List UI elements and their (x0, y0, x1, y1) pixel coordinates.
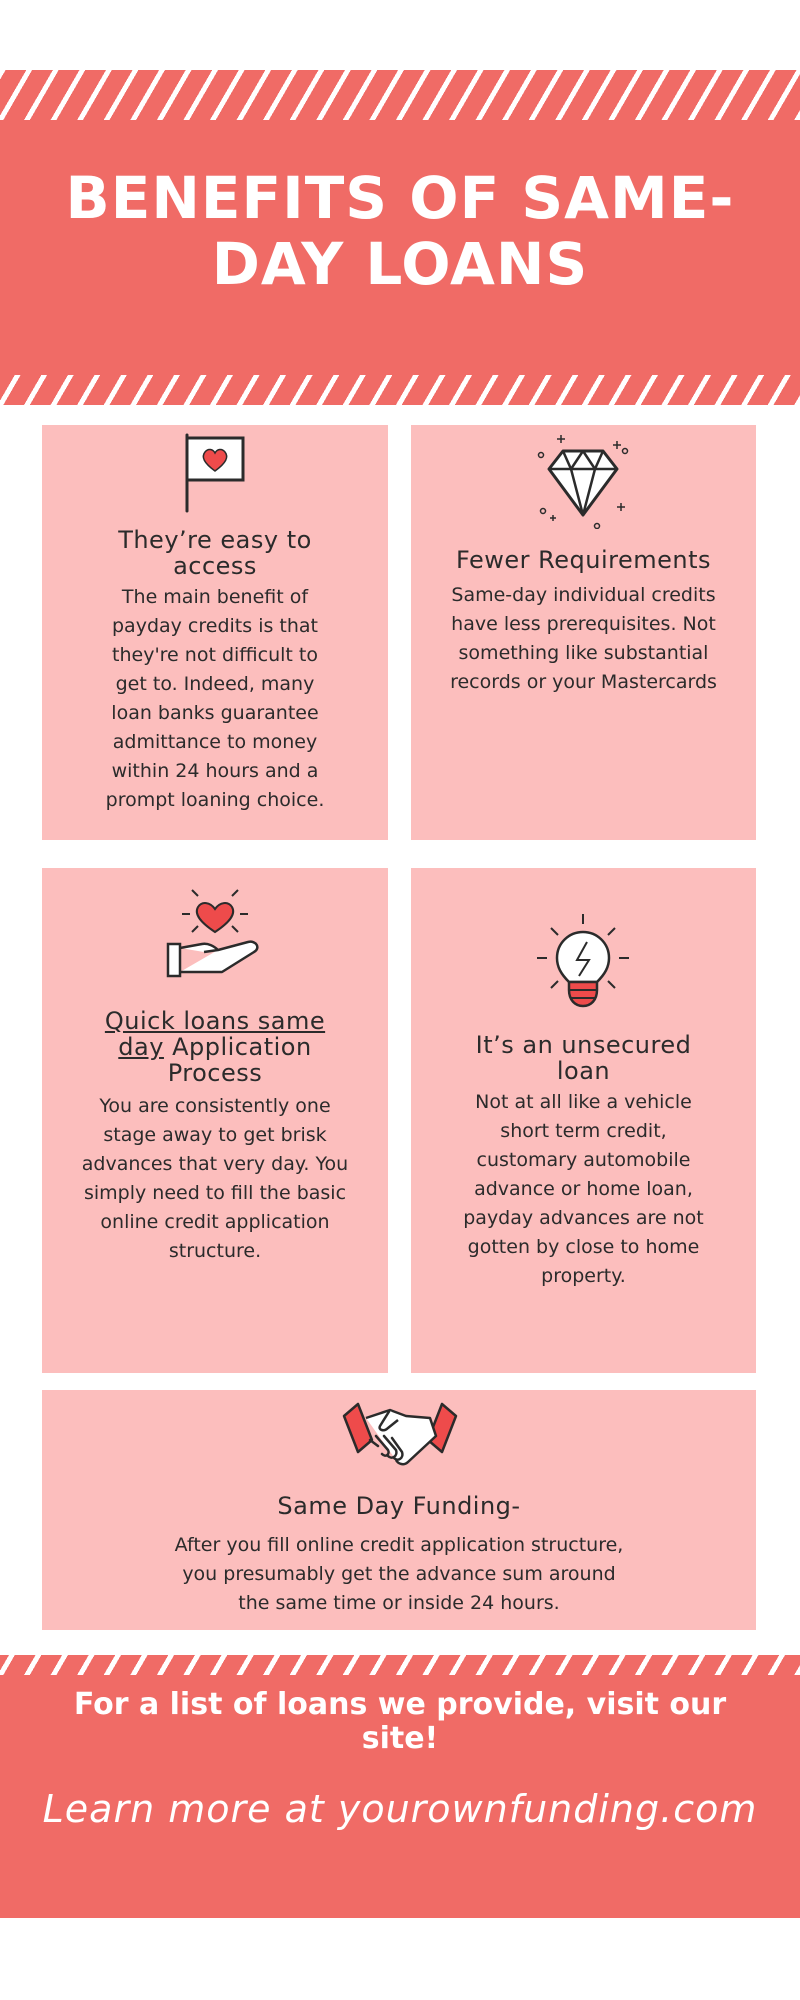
handshake-icon (342, 1396, 458, 1480)
card-title: Same Day Funding- (277, 1492, 521, 1520)
card-title: It’s an unsecured loan (475, 1031, 692, 1085)
card-title (90, 1008, 340, 1086)
card-body: You are consistently one stage away to get brisk advances that very day. You simply need to fill the basic online credit application structure. (81, 1095, 349, 1262)
header-stripes-bottom (0, 375, 800, 405)
card-fewer-requirements (411, 425, 756, 840)
quick-loans-link[interactable]: Quick loans same day (104, 1007, 326, 1061)
page-title: BENEFITS OF SAME-DAY LOANS (65, 164, 735, 298)
footer-stripes (0, 1655, 800, 1675)
card-title: They’re easy to access (118, 526, 312, 580)
card-unsecured-loan (411, 868, 756, 1373)
lightbulb-icon (533, 912, 633, 1016)
card-body: After you fill online credit application structure, you presumably get the advance sum around the same time or inside 24 hours. (174, 1534, 624, 1614)
hand-heart-icon (162, 882, 268, 986)
diamond-icon (533, 429, 633, 533)
card-title-rest: Application Process (163, 1033, 312, 1087)
flag-heart-icon (182, 433, 248, 517)
card-title: Fewer Requirements (456, 546, 711, 574)
card-same-day-funding (42, 1390, 756, 1630)
card-easy-access (42, 425, 388, 840)
learn-more-link[interactable]: Learn more at yourownfunding.com (42, 1787, 758, 1831)
header-stripes-top (0, 70, 800, 120)
card-body: Not at all like a vehicle short term credit, customary automobile advance or home loan, payday advances are not gotten by close to home property. (463, 1091, 704, 1287)
footer-cta: For a list of loans we provide, visit our site! (73, 1687, 727, 1756)
card-application-process (42, 868, 388, 1373)
card-body: The main benefit of payday credits is that they're not difficult to get to. Indeed, many loan banks guarantee admittance to money within 24 hours and a prompt loaning choice. (105, 586, 325, 811)
card-body: Same-day individual credits have less prerequisites. Not something like substantial records or your Mastercards (450, 584, 717, 693)
